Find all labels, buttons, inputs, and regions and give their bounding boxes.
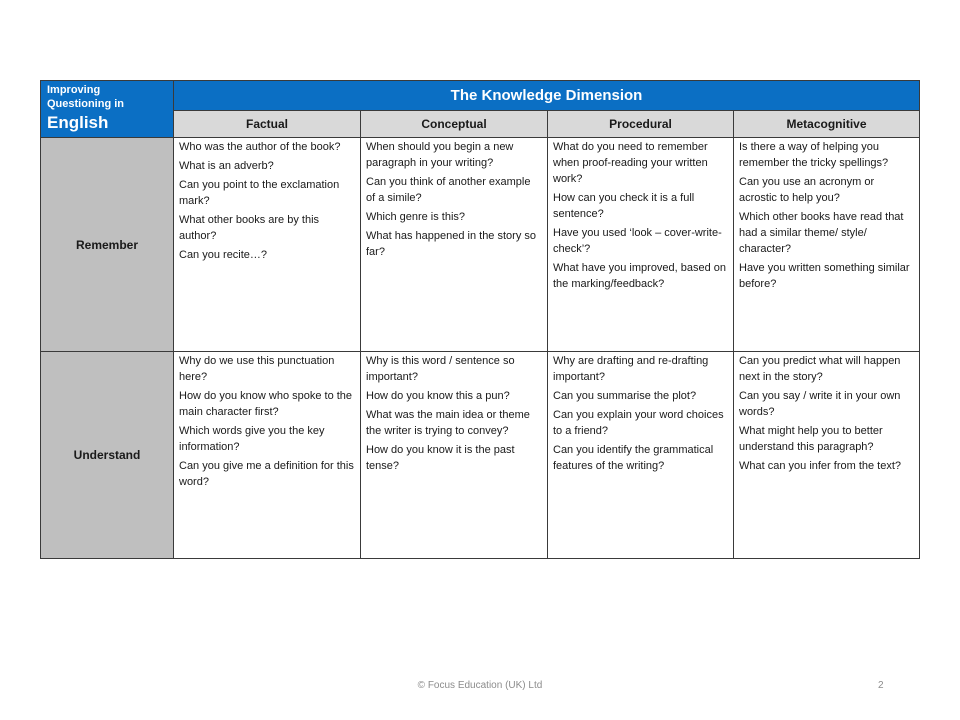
question: What is an adverb? xyxy=(179,160,274,172)
cell-remember-metacognitive xyxy=(734,138,920,352)
column-header-conceptual: Conceptual xyxy=(361,110,548,137)
question: When should you begin a new paragraph in your writing? xyxy=(366,141,514,169)
question: How can you check it is a full sentence? xyxy=(553,192,695,220)
dimension-title: The Knowledge Dimension xyxy=(174,81,920,111)
question: Can you point to the exclamation mark? xyxy=(179,179,340,207)
question: What can you infer from the text? xyxy=(739,460,902,472)
question: Can you identify the grammatical features of the writing? xyxy=(553,444,714,472)
question: Why are drafting and re-drafting important? xyxy=(553,355,709,383)
question: How do you know this a pun? xyxy=(366,390,510,402)
question: What has happened in the story so far? xyxy=(366,230,536,258)
question: Can you explain your word choices to a friend? xyxy=(553,409,724,437)
question: What have you improved, based on the marking/feedback? xyxy=(553,262,727,290)
question: What was the main idea or theme the writer is trying to convey? xyxy=(366,409,530,437)
question: Have you used ‘look – cover-write-check’? xyxy=(553,227,722,255)
table-row-remember xyxy=(41,138,920,352)
cell-remember-procedural xyxy=(548,138,734,352)
question: Can you summarise the plot? xyxy=(553,390,697,402)
cell-understand-procedural xyxy=(548,352,734,559)
question: Why do we use this punctuation here? xyxy=(179,355,335,383)
question: Why is this word / sentence so important? xyxy=(366,355,515,383)
table-row-understand xyxy=(41,352,920,559)
question: Can you give me a definition for this word? xyxy=(179,460,354,488)
question: How do you know it is the past tense? xyxy=(366,444,515,472)
question: Is there a way of helping you remember the tricky spellings? xyxy=(739,141,889,169)
title-line-1: Improving xyxy=(47,84,101,96)
question: Can you use an acronym or acrostic to help you? xyxy=(739,176,875,204)
cell-remember-conceptual xyxy=(361,138,548,352)
cell-understand-metacognitive xyxy=(734,352,920,559)
column-header-metacognitive: Metacognitive xyxy=(734,110,920,137)
page-number: 2 xyxy=(878,680,884,691)
copyright-footer: © Focus Education (UK) Ltd xyxy=(417,680,543,691)
table-title-cell xyxy=(41,81,174,138)
question: Which genre is this? xyxy=(366,211,466,223)
question: Can you recite…? xyxy=(179,249,268,261)
question: Have you written something similar before? xyxy=(739,262,910,290)
column-header-factual: Factual xyxy=(174,110,361,137)
title-line-2: Questioning in xyxy=(47,98,124,110)
knowledge-dimension-table xyxy=(40,80,920,559)
question: Can you say / write it in your own words? xyxy=(739,390,901,418)
cell-understand-conceptual xyxy=(361,352,548,559)
question: Which other books have read that had a similar theme/ style/ character? xyxy=(739,211,904,255)
question: Can you predict what will happen next in the story? xyxy=(739,355,901,383)
question: What do you need to remember when proof-reading your written work? xyxy=(553,141,708,185)
column-header-procedural: Procedural xyxy=(548,110,734,137)
question: Who was the author of the book? xyxy=(179,141,341,153)
row-header-understand: Understand xyxy=(41,352,174,559)
question: Which words give you the key information? xyxy=(179,425,325,453)
cell-understand-factual xyxy=(174,352,361,559)
subject-title: English xyxy=(47,113,109,132)
question: How do you know who spoke to the main character first? xyxy=(179,390,353,418)
row-header-remember: Remember xyxy=(41,138,174,352)
question: What other books are by this author? xyxy=(179,214,320,242)
cell-remember-factual xyxy=(174,138,361,352)
question: Can you think of another example of a simile? xyxy=(366,176,531,204)
question: What might help you to better understand this paragraph? xyxy=(739,425,883,453)
